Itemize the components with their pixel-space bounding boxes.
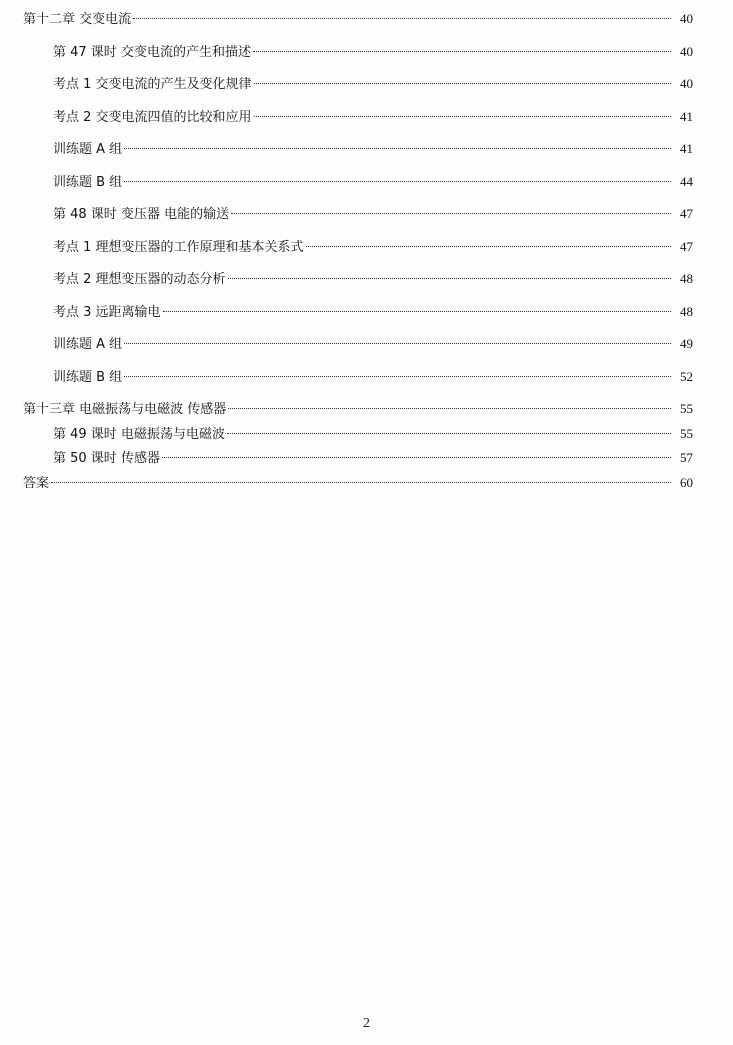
- toc-entry-page-number: 60: [680, 474, 693, 490]
- dot-leader: [124, 181, 671, 182]
- dot-leader: [227, 433, 671, 434]
- toc-entry-title: 训练题 B 组: [53, 369, 123, 385]
- dot-leader: [124, 343, 671, 344]
- toc-section-entry: [23, 302, 693, 322]
- toc-entry-page-number: 48: [680, 303, 693, 319]
- toc-entry-page-number: 40: [680, 11, 693, 26]
- toc-entry-title: 第 47 课时 交变电流的产生和描述: [53, 44, 251, 60]
- toc-section-entry: [23, 74, 693, 94]
- dot-leader: [124, 148, 671, 149]
- toc-entry-title: 第十三章 电磁振荡与电磁波 传感器: [23, 402, 227, 417]
- toc-entry-title: 考点 2 交变电流四值的比较和应用: [53, 109, 252, 125]
- toc-entry-title: 训练题 A 组: [53, 337, 123, 352]
- dot-leader: [306, 246, 671, 247]
- table-of-contents: [23, 9, 693, 493]
- toc-section-entry: [23, 204, 693, 224]
- toc-section-entry: [23, 139, 693, 159]
- toc-section-entry: [23, 448, 693, 468]
- toc-chapter-entry: [23, 399, 693, 419]
- dot-leader: [228, 278, 671, 279]
- toc-entry-page-number: 52: [680, 368, 693, 384]
- dot-leader: [253, 51, 671, 52]
- toc-entry-page-number: 40: [680, 43, 693, 59]
- toc-entry-page-number: 41: [680, 141, 693, 156]
- toc-entry-page-number: 48: [680, 271, 693, 286]
- dot-leader: [231, 213, 671, 214]
- toc-entry-title: 答案: [23, 475, 50, 491]
- toc-entry-page-number: 41: [680, 108, 693, 124]
- toc-section-entry: [23, 42, 693, 62]
- dot-leader: [51, 482, 671, 483]
- toc-chapter-entry: [23, 473, 693, 493]
- toc-entry-page-number: 55: [680, 425, 693, 441]
- toc-entry-title: 考点 1 理想变压器的工作原理和基本关系式: [53, 239, 304, 255]
- dot-leader: [228, 408, 671, 409]
- dot-leader: [254, 83, 671, 84]
- toc-entry-title: 第十二章 交变电流: [23, 12, 132, 27]
- toc-entry-page-number: 47: [680, 238, 693, 254]
- page-number: 2: [363, 1016, 370, 1031]
- toc-chapter-entry: [23, 9, 693, 29]
- toc-entry-title: 第 49 课时 电磁振荡与电磁波: [53, 426, 225, 442]
- dot-leader: [124, 376, 671, 377]
- toc-section-entry: [23, 172, 693, 192]
- toc-section-entry: [23, 269, 693, 289]
- dot-leader: [162, 457, 671, 458]
- toc-section-entry: [23, 237, 693, 257]
- dot-leader: [163, 311, 671, 312]
- toc-entry-title: 训练题 B 组: [53, 174, 123, 190]
- toc-entry-title: 考点 1 交变电流的产生及变化规律: [53, 77, 252, 92]
- toc-entry-page-number: 40: [680, 76, 693, 91]
- toc-section-entry: [23, 367, 693, 387]
- toc-section-entry: [23, 334, 693, 354]
- dot-leader: [254, 116, 671, 117]
- toc-entry-title: 考点 3 远距离输电: [53, 304, 161, 320]
- toc-entry-page-number: 49: [680, 336, 693, 351]
- toc-entry-page-number: 47: [680, 206, 693, 221]
- toc-entry-page-number: 55: [680, 401, 693, 416]
- toc-entry-title: 考点 2 理想变压器的动态分析: [53, 272, 226, 287]
- toc-entry-page-number: 57: [680, 450, 693, 465]
- toc-entry-page-number: 44: [680, 173, 693, 189]
- toc-section-entry: [23, 424, 693, 444]
- toc-section-entry: [23, 107, 693, 127]
- dot-leader: [133, 18, 671, 19]
- toc-entry-title: 训练题 A 组: [53, 142, 123, 157]
- toc-entry-title: 第 48 课时 变压器 电能的输送: [53, 207, 230, 222]
- toc-entry-title: 第 50 课时 传感器: [53, 451, 160, 466]
